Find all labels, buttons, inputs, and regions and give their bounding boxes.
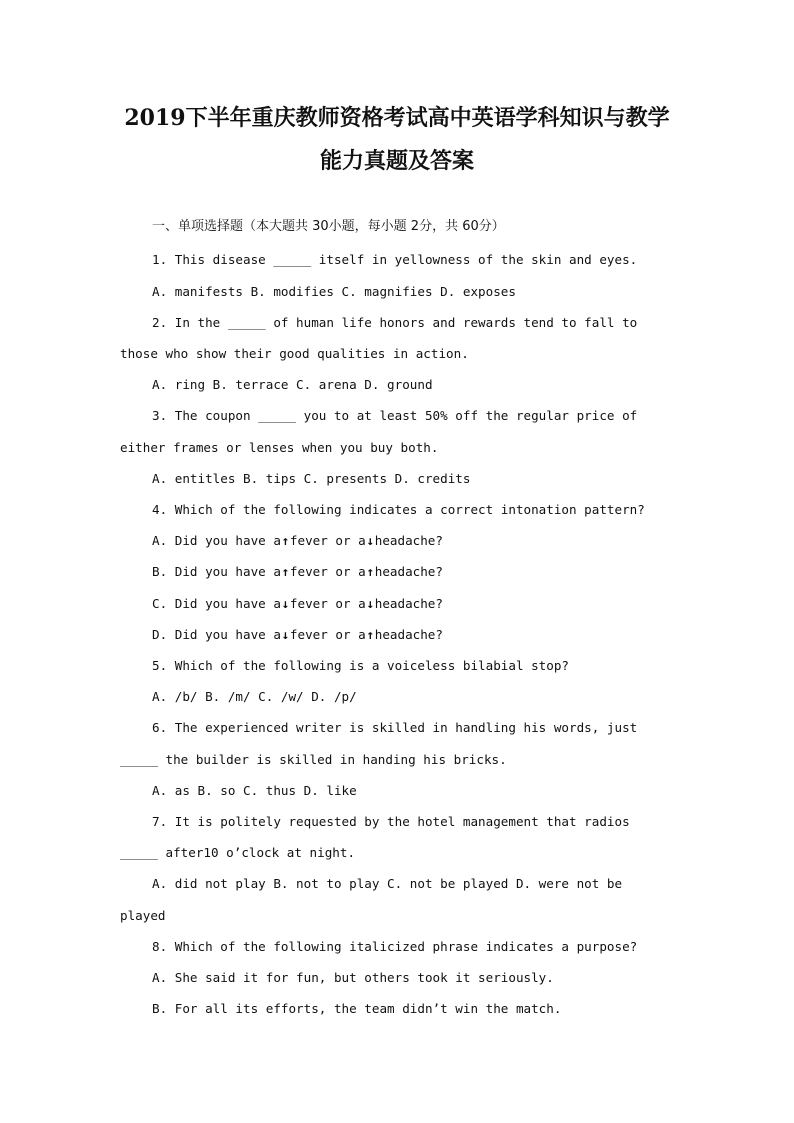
option-b-prefix: B. Did you have a [152, 564, 281, 579]
option-b-middle: fever or a [289, 564, 366, 579]
question-3-options: A. entitles B. tips C. presents D. credits [152, 471, 471, 486]
question-3-stem-line2: either frames or lenses when you buy both. [120, 440, 439, 455]
up-arrow-icon: ↑ [281, 564, 290, 579]
question-4-option-c [152, 596, 443, 612]
question-1-options: A. manifests B. modifies C. magnifies D. exposes [152, 284, 516, 299]
up-arrow-icon: ↑ [366, 564, 375, 579]
option-a-suffix: headache? [374, 533, 443, 548]
option-c-middle: fever or a [289, 596, 366, 611]
question-7-options-line1: A. did not play B. not to play C. not be played D. were not be [152, 876, 623, 891]
question-1-stem: 1. This disease _____ itself in yellowness of the skin and eyes. [152, 252, 638, 267]
question-7-stem-line1: 7. It is politely requested by the hotel management that radios [152, 814, 630, 829]
question-7-stem-line2: _____ after10 o’clock at night. [120, 845, 356, 860]
question-4-option-a [152, 533, 443, 549]
document-title-line1: 2019下半年重庆教师资格考试高中英语学科知识与教学 [124, 105, 670, 131]
down-arrow-icon: ↓ [281, 596, 290, 611]
down-arrow-icon: ↓ [366, 596, 375, 611]
document-title-line2: 能力真题及答案 [319, 148, 474, 174]
up-arrow-icon: ↑ [366, 627, 375, 642]
down-arrow-icon: ↓ [366, 533, 375, 548]
question-5-stem: 5. Which of the following is a voiceless bilabial stop? [152, 658, 570, 673]
section-heading: 一、单项选择题（本大题共 30小题，每小题 2分，共 60分） [152, 219, 505, 234]
question-2-stem-line1: 2. In the _____ of human life honors and rewards tend to fall to [152, 315, 638, 330]
question-6-options: A. as B. so C. thus D. like [152, 783, 357, 798]
question-8-stem: 8. Which of the following italicized phrase indicates a purpose? [152, 939, 638, 954]
option-d-prefix: D. Did you have a [152, 627, 281, 642]
option-a-prefix: A. Did you have a [152, 533, 281, 548]
option-b-suffix: headache? [374, 564, 443, 579]
option-c-prefix: C. Did you have a [152, 596, 281, 611]
question-2-options: A. ring B. terrace C. arena D. ground [152, 377, 433, 392]
question-3-stem-line1: 3. The coupon _____ you to at least 50% off the regular price of [152, 408, 638, 423]
question-6-stem-line2: _____ the builder is skilled in handing his bricks. [120, 752, 507, 767]
up-arrow-icon: ↑ [281, 533, 290, 548]
option-d-middle: fever or a [289, 627, 366, 642]
question-4-option-d [152, 627, 443, 643]
question-6-stem-line1: 6. The experienced writer is skilled in handling his words, just [152, 720, 638, 735]
down-arrow-icon: ↓ [281, 627, 290, 642]
option-d-suffix: headache? [374, 627, 443, 642]
question-8-option-a: A. She said it for fun, but others took it seriously. [152, 970, 554, 985]
question-5-options: A. /b/ B. /m/ C. /w/ D. /p/ [152, 689, 357, 704]
question-4-option-b [152, 564, 443, 580]
question-2-stem-line2: those who show their good qualities in action. [120, 346, 469, 361]
option-c-suffix: headache? [374, 596, 443, 611]
option-a-middle: fever or a [289, 533, 366, 548]
question-4-stem: 4. Which of the following indicates a correct intonation pattern? [152, 502, 645, 517]
question-7-options-line2: played [120, 908, 166, 923]
question-8-option-b: B. For all its efforts, the team didn’t win the match. [152, 1001, 562, 1016]
